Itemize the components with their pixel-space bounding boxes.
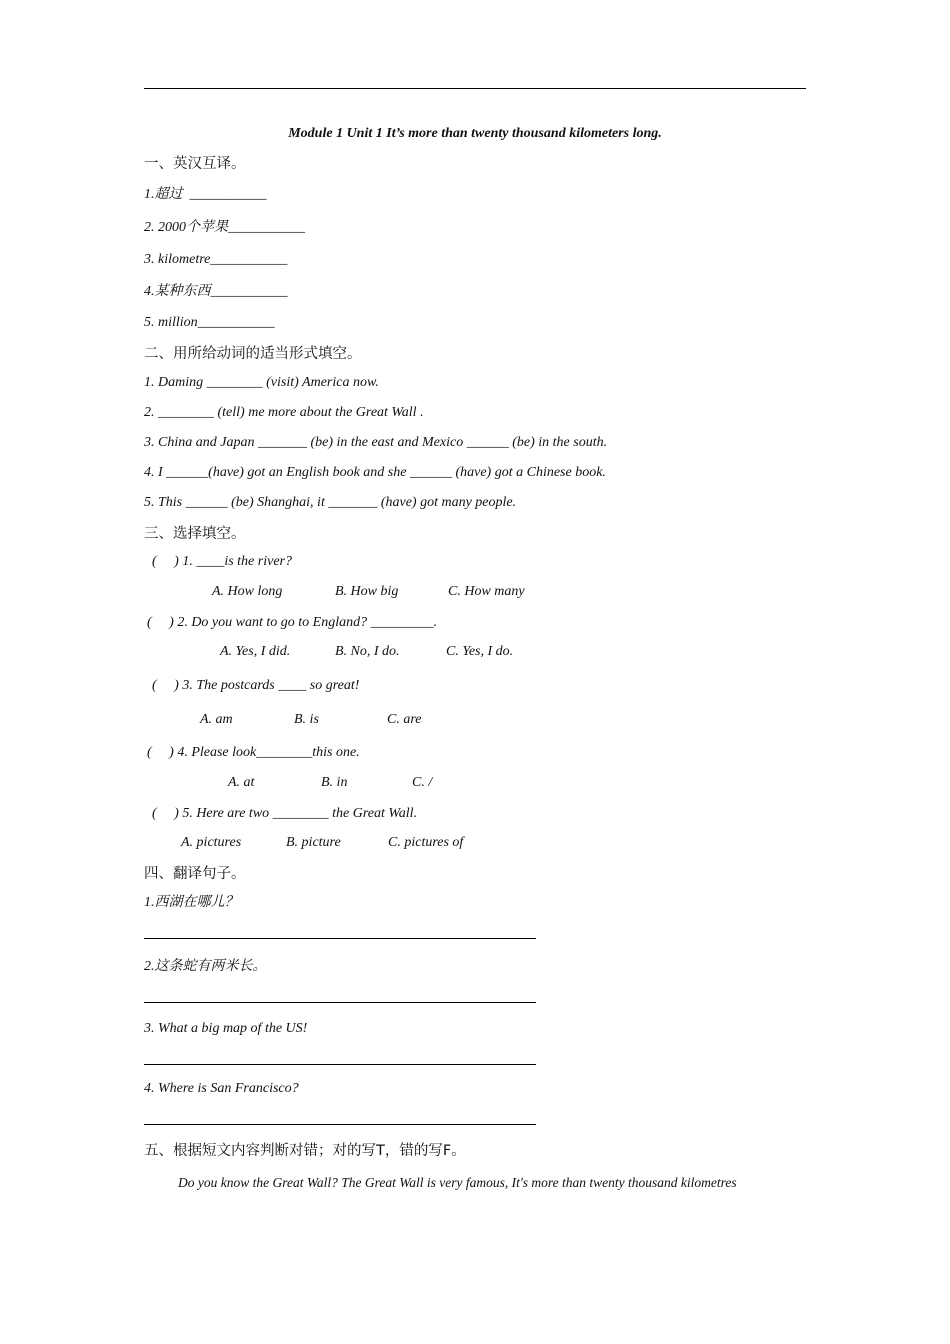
question-2-option-a: A. Yes, I did. (220, 644, 291, 659)
section1-item-5: 5. million___________ (144, 315, 275, 330)
section1-item-3: 3. kilometre___________ (144, 252, 288, 267)
section4-item-2: 2.这条蛇有两米长。 (144, 959, 267, 974)
section2-item-2: 2. ________ (tell) me more about the Great Wall . (144, 405, 424, 420)
question-2-option-b: B. No, I do. (335, 644, 400, 659)
question-3-option-b: B. is (294, 712, 319, 727)
answer-line-3 (144, 1064, 536, 1065)
question-3-stem: ( ) 3. The postcards ____ so great! (152, 678, 360, 693)
section5-heading: 五、根据短文内容判断对错；对的写T，错的写F。 (144, 1143, 466, 1159)
section1-item-1: 1.超过 ___________ (144, 187, 267, 202)
question-1-option-b: B. How big (335, 584, 399, 599)
answer-line-2 (144, 1002, 536, 1003)
question-3-option-a: A. am (200, 712, 233, 727)
question-3-option-c: C. are (387, 712, 422, 727)
question-2-option-c: C. Yes, I do. (446, 644, 514, 659)
section4-item-3: 3. What a big map of the US! (144, 1021, 308, 1036)
question-1-option-a: A. How long (212, 584, 283, 599)
section1-heading: 一、英汉互译。 (144, 156, 246, 172)
answer-line-1 (144, 938, 536, 939)
section2-item-3: 3. China and Japan _______ (be) in the east and Mexico ______ (be) in the south. (144, 435, 608, 450)
question-1-stem: ( ) 1. ____is the river? (152, 554, 292, 569)
question-5-option-a: A. pictures (181, 835, 242, 850)
section4-item-1: 1.西湖在哪儿？ (144, 895, 239, 910)
section2-heading: 二、用所给动词的适当形式填空。 (144, 346, 362, 362)
section2-item-1: 1. Daming ________ (visit) America now. (144, 375, 379, 390)
worksheet-title: Module 1 Unit 1 It’s more than twenty thousand kilometers long. (288, 126, 662, 141)
question-4-option-b: B. in (321, 775, 348, 790)
question-5-option-b: B. picture (286, 835, 341, 850)
header-rule (144, 88, 806, 89)
question-5-option-c: C. pictures of (388, 835, 464, 850)
section2-item-5: 5. This ______ (be) Shanghai, it _______ (have) got many people. (144, 495, 517, 510)
answer-line-4 (144, 1124, 536, 1125)
question-4-option-a: A. at (228, 775, 255, 790)
question-4-stem: ( ) 4. Please look________this one. (147, 745, 360, 760)
question-4-option-c: C. / (412, 775, 433, 790)
section3-heading: 三、选择填空。 (144, 526, 246, 542)
section1-item-4: 4.某种东西___________ (144, 284, 288, 299)
section1-item-2: 2. 2000个苹果___________ (144, 220, 305, 235)
section4-item-4: 4. Where is San Francisco? (144, 1081, 299, 1096)
question-2-stem: ( ) 2. Do you want to go to England? _________. (147, 615, 438, 630)
question-1-option-c: C. How many (448, 584, 525, 599)
question-5-stem: ( ) 5. Here are two ________ the Great Wall. (152, 806, 418, 821)
section2-item-4: 4. I ______(have) got an English book and she ______ (have) got a Chinese book. (144, 465, 606, 480)
section4-heading: 四、翻译句子。 (144, 866, 246, 882)
section5-passage: Do you know the Great Wall? The Great Wall is very famous, It's more than twenty thousand kilometres (178, 1175, 737, 1190)
